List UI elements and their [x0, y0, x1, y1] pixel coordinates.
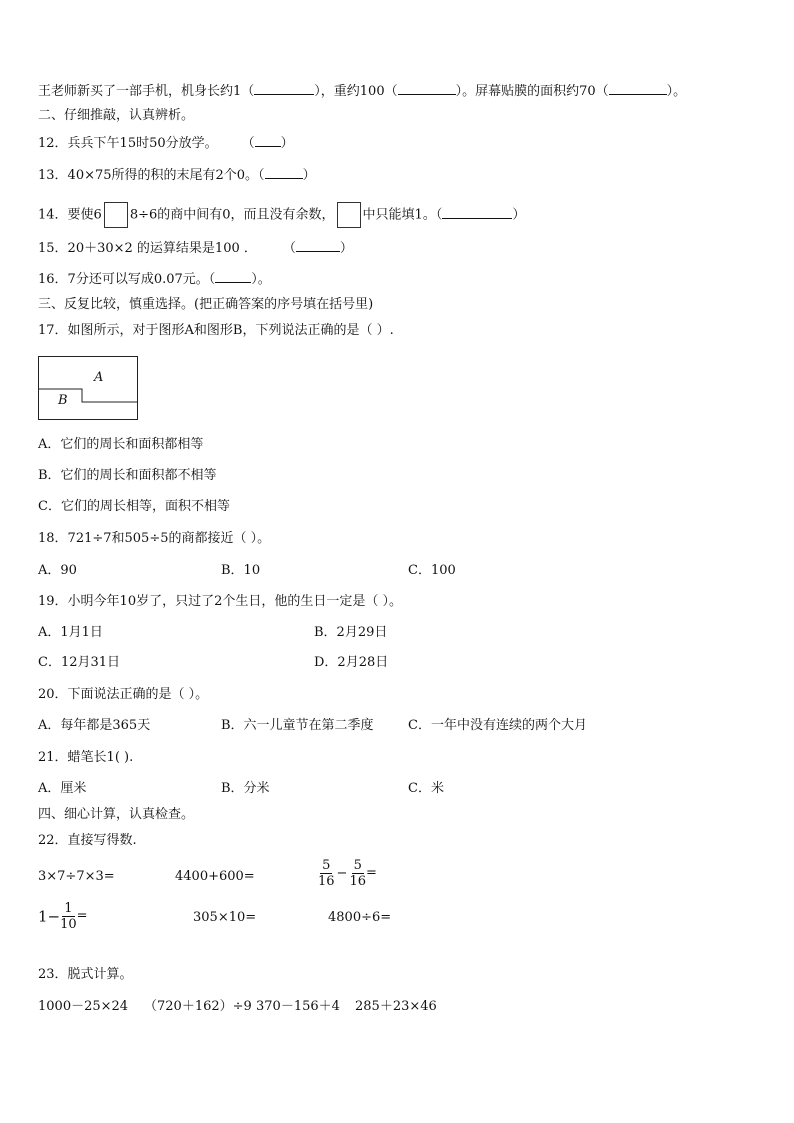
- calc-item: 4400+600=: [175, 869, 255, 884]
- figure-label-a: A: [94, 370, 104, 385]
- answer-blank[interactable]: [609, 82, 667, 95]
- option[interactable]: D．2月28日: [314, 655, 389, 670]
- section-title: 四、细心计算，认真检查。: [38, 807, 195, 822]
- question-20: 20．下面说法正确的是（ ）。: [38, 687, 209, 702]
- option[interactable]: B．六一儿童节在第二季度: [221, 718, 374, 733]
- answer-blank[interactable]: [398, 82, 456, 95]
- calc-item: 4800÷6=: [328, 910, 392, 925]
- question-23: 23．脱式计算。: [38, 967, 133, 982]
- question-22: 22．直接写得数.: [38, 833, 137, 848]
- calc-item: 285＋23×46: [355, 999, 437, 1014]
- option[interactable]: A．厘米: [38, 781, 87, 796]
- calc-item: 1000－25×24: [38, 999, 129, 1014]
- section-title: 三、反复比较，慎重选择。(把正确答案的序号填在括号里): [38, 297, 374, 312]
- calc-fraction-expr: $\frac{5}{16}$ − $\frac{5}{16}$ =: [318, 858, 377, 889]
- question-15: 15．20＋30×2 的运算结果是100 ． （ ）: [38, 241, 353, 256]
- figure-label-b: B: [58, 393, 68, 408]
- digit-box[interactable]: [104, 202, 128, 228]
- question-21: 21．蜡笔长1( ).: [38, 750, 134, 765]
- option[interactable]: A．它们的周长和面积都相等: [38, 437, 204, 452]
- question-16: 16．7分还可以写成0.07元。（ ）。: [38, 272, 271, 287]
- answer-blank[interactable]: [215, 270, 251, 283]
- answer-blank[interactable]: [265, 166, 303, 179]
- question-17: 17．如图所示，对于图形A和图形B，下列说法正确的是（ ）.: [38, 323, 394, 338]
- calc-item: 370－156＋4: [256, 999, 340, 1014]
- option[interactable]: B．分米: [221, 781, 270, 796]
- calc-item: （720＋162）÷9: [144, 999, 252, 1014]
- fraction: $\frac{1}{10}$: [60, 901, 77, 932]
- answer-blank[interactable]: [254, 82, 314, 95]
- fraction: $\frac{5}{16}$: [318, 858, 335, 889]
- figure-ab: [38, 356, 139, 422]
- option[interactable]: A．每年都是365天: [38, 718, 151, 733]
- question-12: 12．兵兵下午15时50分放学。 （ ）: [38, 136, 294, 151]
- option[interactable]: C．它们的周长相等，面积不相等: [38, 499, 230, 514]
- option[interactable]: C．12月31日: [38, 655, 121, 670]
- option[interactable]: C．米: [408, 781, 444, 796]
- digit-box[interactable]: [337, 202, 361, 228]
- answer-blank[interactable]: [442, 206, 512, 219]
- option[interactable]: A．1月1日: [38, 625, 103, 640]
- option[interactable]: A．90: [38, 563, 77, 578]
- question-18: 18．721÷7和505÷5的商都接近（ ）。: [38, 531, 271, 546]
- intro-question: 王老师新买了一部手机，机身长约1（ ），重约100（ ）。屏幕贴膜的面积约70（ ）。: [38, 84, 687, 99]
- option[interactable]: B．它们的周长和面积都不相等: [38, 468, 217, 483]
- option[interactable]: B．2月29日: [314, 625, 388, 640]
- question-14: 14．要使6 8÷6的商中间有0，而且没有余数， 中只能填1。（ ）: [38, 202, 525, 228]
- calc-fraction-expr: 1− $\frac{1}{10}$ =: [38, 901, 88, 932]
- fraction: $\frac{5}{16}$: [349, 858, 366, 889]
- calc-item: 3×7÷7×3=: [38, 869, 115, 884]
- option[interactable]: C．一年中没有连续的两个大月: [408, 718, 587, 733]
- question-19: 19．小明今年10岁了，只过了2个生日，他的生日一定是（ ）。: [38, 594, 402, 609]
- option[interactable]: B．10: [221, 563, 261, 578]
- answer-blank[interactable]: [296, 239, 340, 252]
- answer-blank[interactable]: [255, 134, 281, 147]
- calc-item: 305×10=: [193, 910, 257, 925]
- question-13: 13．40×75所得的积的末尾有2个0。（ ）: [38, 168, 316, 183]
- option[interactable]: C．100: [408, 563, 456, 578]
- section-title: 二、仔细推敲，认真辨析。: [38, 108, 195, 123]
